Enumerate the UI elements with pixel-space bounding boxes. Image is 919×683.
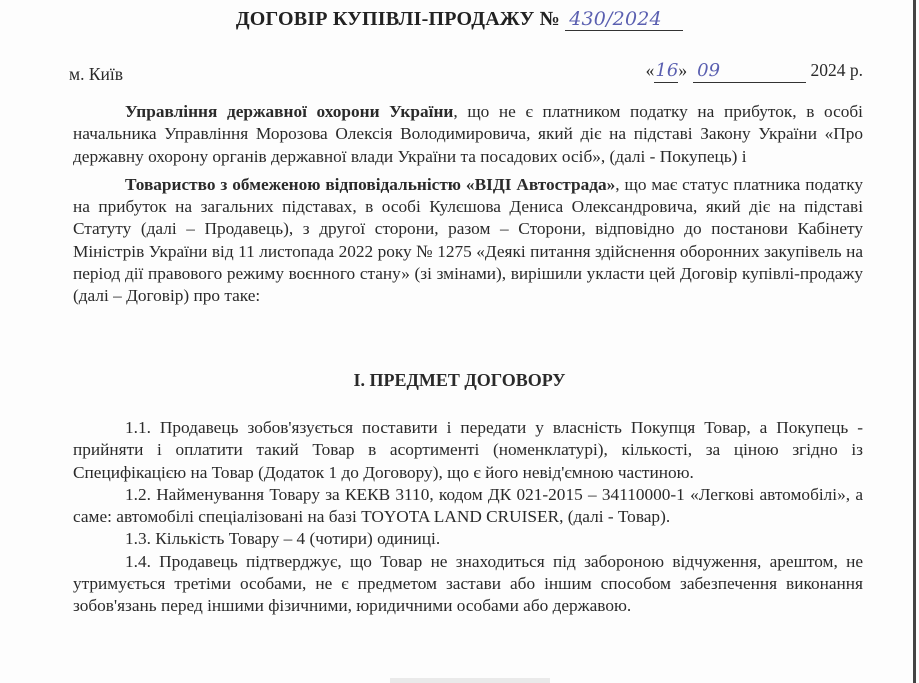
date-year: 2024 р. xyxy=(810,60,863,80)
date-close-quote: » xyxy=(678,60,688,80)
clause-1-1: 1.1. Продавець зобов'язується поставити і передати у власність Покупця Товар, а Покупець - прийняти і оплатити такий Товар в асортименті (номенклатурі), кількості, за ціною згідно із Специфікацією на Товар (Додаток 1 до Договору), що є його невід'ємною частиною. xyxy=(73,418,863,482)
section-1-clauses xyxy=(73,417,863,618)
handwritten-month: 09 xyxy=(693,60,806,83)
preamble-buyer xyxy=(73,101,863,168)
title-text: ДОГОВІР КУПІВЛІ-ПРОДАЖУ № xyxy=(235,8,560,30)
document-title xyxy=(0,8,919,31)
cut-off-next-heading xyxy=(390,678,550,683)
date-open-quote: « xyxy=(645,60,655,80)
seller-name: Товариство з обмеженою відповідальністю «ВІДІ Автострада» xyxy=(125,174,616,194)
buyer-text: , що не є платником податку на прибуток, в особі начальника Управління Морозова Олексія Володимировича, який діє на підставі Закону України «Про державну охорону органів державної влади України та посадових осіб», (далі - Покупець) і xyxy=(73,102,863,166)
clause-1-4: 1.4. Продавець підтверджує, що Товар не знаходиться під забороною відчуження, арештом, не утримується третіми особами, не є предметом застави або іншим способом забезпечення виконання зобов'язань перед іншими фізичними, юридичними особами або державою. xyxy=(73,551,863,616)
buyer-name: Управління державної охорони України xyxy=(125,102,454,121)
section-heading-subject: І. ПРЕДМЕТ ДОГОВОРУ xyxy=(353,370,566,390)
handwritten-contract-number: 430/2024 xyxy=(565,8,683,31)
handwritten-day: 16 xyxy=(655,60,679,81)
page-edge-border xyxy=(913,0,916,683)
contract-date xyxy=(646,60,863,83)
preamble-seller xyxy=(73,174,863,308)
clause-1-2: 1.2. Найменування Товару за КЕКВ 3110, кодом ДК 021-2015 – 34110000-1 «Легкові автомобілі», а саме: автомобілі спеціалізовані на базі TOYOTA LAND CRUISER, (далі - Товар). xyxy=(73,484,863,527)
seller-text: , що має статус платника податку на прибуток на загальних підставах, в особі Кулєшова Дениса Олександровича, який діє на підставі Статуту (далі – Продавець), з другої сторони, разом – Сторони, відповідно до постанови Кабінету Міністрів України від 11 листопада 2022 року № 1275 «Деякі питання здійснення оборонних закупівель на період дії правового режиму воєнного стану» (зі змінами), вирішили укласти цей Договір купівлі-продажу (далі – Договір) про таке: xyxy=(73,174,863,306)
preamble xyxy=(73,101,863,308)
city-label: м. Київ xyxy=(69,64,123,84)
clause-1-3: 1.3. Кількість Товару – 4 (чотири) одиниці. xyxy=(125,529,441,549)
